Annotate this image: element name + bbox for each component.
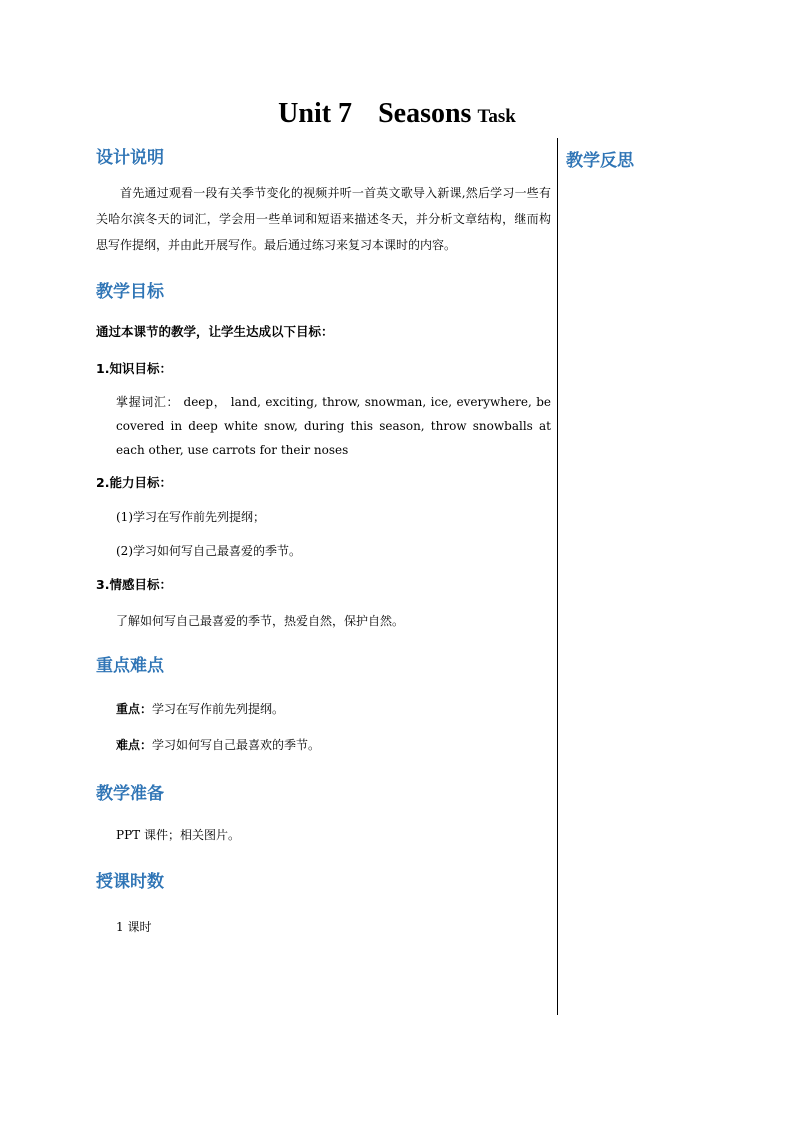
key-text: 学习在写作前先列提纲。 xyxy=(152,702,285,716)
difficult-point-line xyxy=(96,736,551,754)
design-heading: 设计说明 xyxy=(96,148,164,168)
key-points-heading: 重点难点 xyxy=(96,656,164,676)
document-title xyxy=(0,98,794,130)
column-divider xyxy=(557,138,558,1015)
emotion-text: 了解如何写自己最喜爱的季节，热爱自然，保护自然。 xyxy=(116,614,405,628)
key-point-line xyxy=(96,700,551,718)
title-section: Seasons xyxy=(378,98,472,129)
ability-label: 2.能力目标： xyxy=(96,475,172,490)
reflection-heading: 教学反思 xyxy=(566,151,634,171)
preparation-heading: 教学准备 xyxy=(96,784,164,804)
title-sub: Task xyxy=(477,106,516,127)
hours-heading: 授课时数 xyxy=(96,872,164,892)
objectives-intro: 通过本课节的教学，让学生达成以下目标： xyxy=(96,324,334,339)
title-unit: Unit 7 xyxy=(278,98,353,129)
knowledge-label: 1.知识目标： xyxy=(96,361,172,376)
difficult-label: 难点： xyxy=(116,738,153,752)
emotion-label: 3.情感目标： xyxy=(96,577,172,592)
ability-item: (2)学习如何写自己最喜爱的季节。 xyxy=(116,544,301,558)
key-label: 重点： xyxy=(116,702,153,716)
ability-item: (1)学习在写作前先列提纲； xyxy=(116,510,265,524)
objectives-heading: 教学目标 xyxy=(96,282,164,302)
preparation-text: PPT 课件；相关图片。 xyxy=(116,828,240,842)
hours-text: 1 课时 xyxy=(116,920,152,934)
design-text: 首先通过观看一段有关季节变化的视频并听一首英文歌导入新课,然后学习一些有关哈尔滨冬天的词汇，学会用一些单词和短语来描述冬天，并分析文章结构，继而构思写作提纲，并由此开展写作。最后通过练习来复习本课时的内容。 xyxy=(96,186,551,252)
main-column xyxy=(96,146,551,936)
knowledge-text: 掌握词汇： deep， land, exciting, throw, snowman, ice, everywhere, be covered in deep white snow, during this season, throw snowballs at each other, use carrots for their noses xyxy=(116,395,551,457)
difficult-text: 学习如何写自己最喜欢的季节。 xyxy=(152,738,321,752)
